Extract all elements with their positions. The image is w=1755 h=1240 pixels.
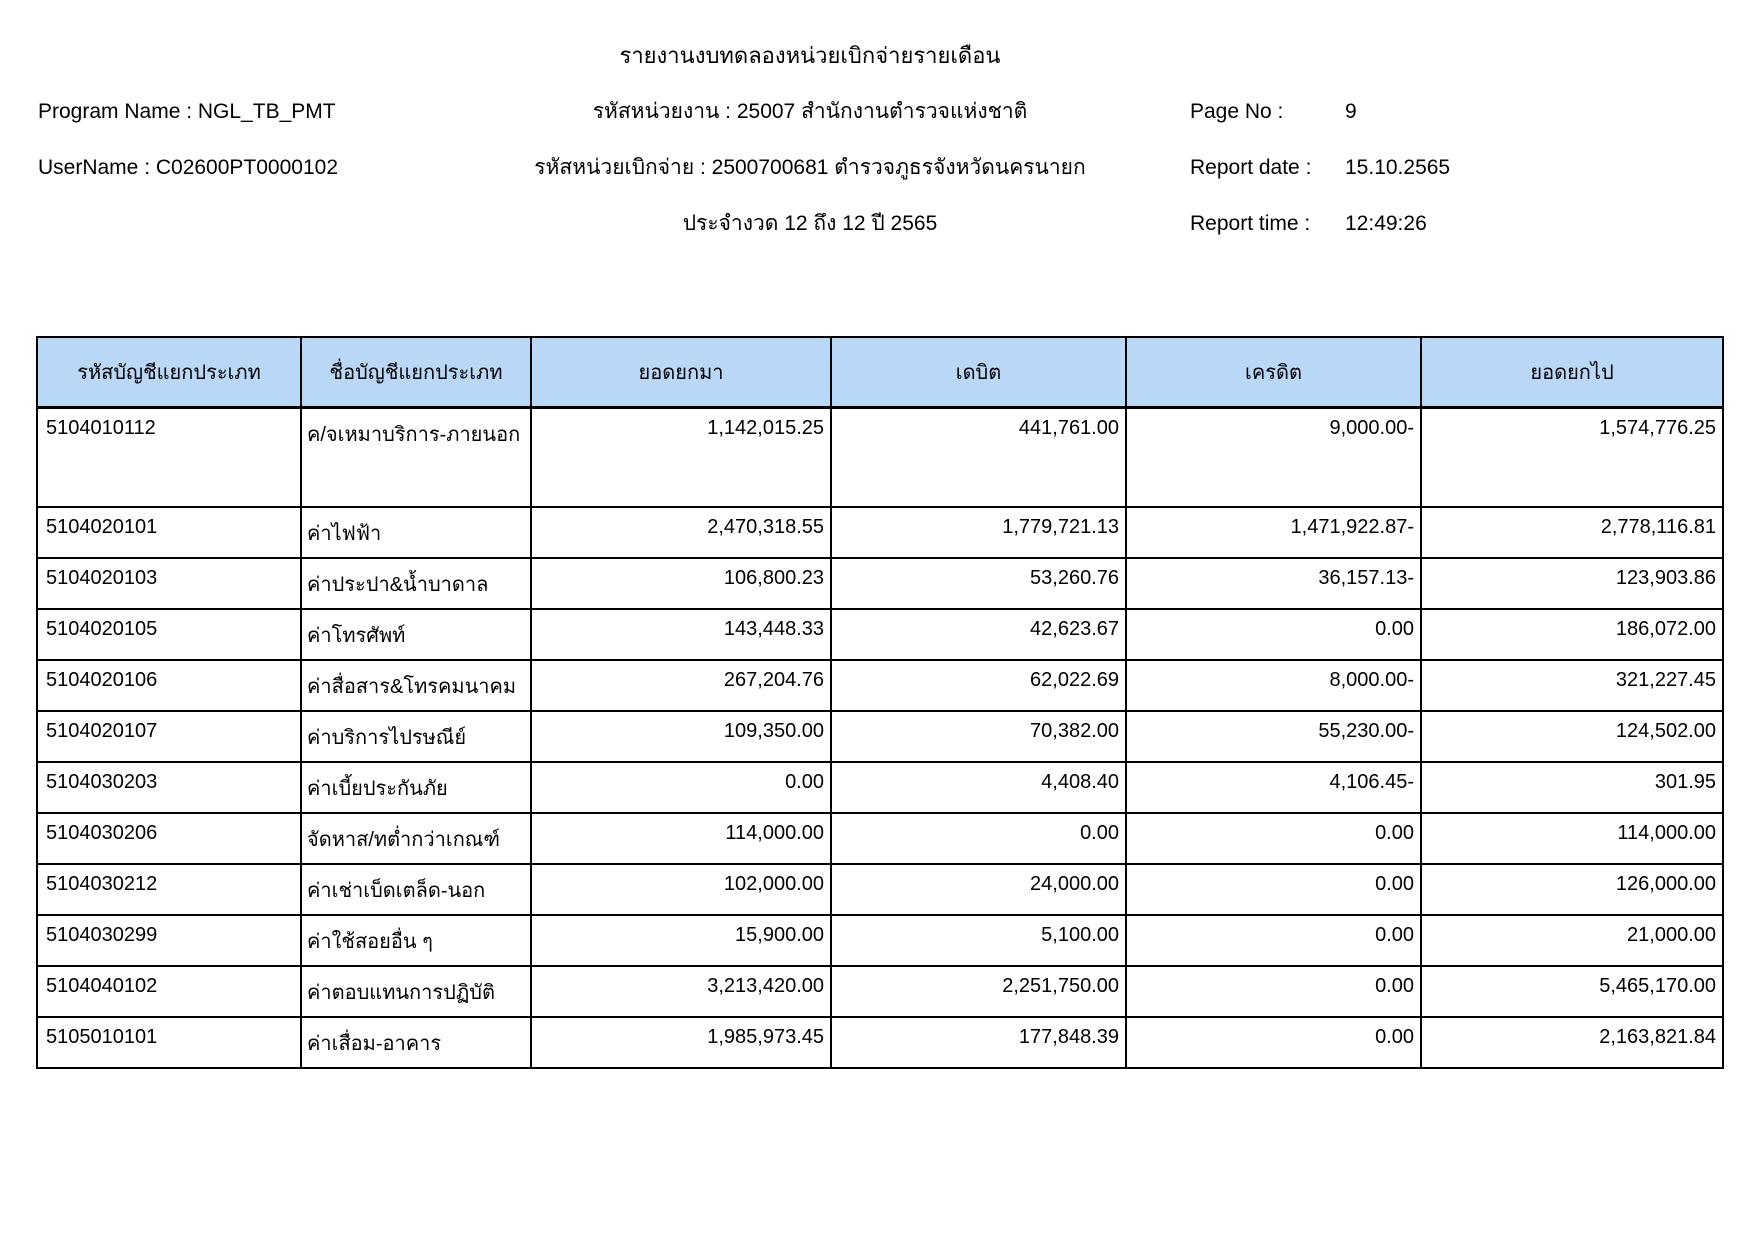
table-row [37, 1017, 1723, 1068]
credit-cell: 9,000.00- [1126, 407, 1421, 507]
program-name: Program Name : NGL_TB_PMT [38, 100, 336, 123]
credit-cell: 0.00 [1126, 1017, 1421, 1068]
account-name-cell: ค่าโทรศัพท์ [301, 609, 531, 660]
debit-cell: 2,251,750.00 [831, 966, 1126, 1017]
account-code-cell: 5104030212 [37, 864, 301, 915]
column-header-credit: เครดิต [1126, 337, 1421, 407]
agency-code: รหัสหน่วยงาน : 25007 สำนักงานตำรวจแห่งชาติ [592, 100, 1028, 123]
carry-forward-cell: 267,204.76 [531, 660, 831, 711]
debit-cell: 441,761.00 [831, 407, 1126, 507]
report-time-row [1190, 212, 1427, 236]
account-code-cell: 5104030206 [37, 813, 301, 864]
carry-over-cell: 114,000.00 [1421, 813, 1723, 864]
carry-over-cell: 2,778,116.81 [1421, 507, 1723, 558]
carry-over-cell: 124,502.00 [1421, 711, 1723, 762]
report-time-value: 12:49:26 [1345, 212, 1427, 235]
table-body [37, 407, 1723, 1068]
table-row [37, 864, 1723, 915]
carry-forward-cell: 1,142,015.25 [531, 407, 831, 507]
account-name-cell: ค/จเหมาบริการ-ภายนอก [301, 407, 531, 507]
report-period: ประจำงวด 12 ถึง 12 ปี 2565 [682, 212, 938, 235]
carry-over-cell: 123,903.86 [1421, 558, 1723, 609]
debit-cell: 0.00 [831, 813, 1126, 864]
column-header-carry-over: ยอดยกไป [1421, 337, 1723, 407]
credit-cell: 0.00 [1126, 609, 1421, 660]
column-header-account-name: ชื่อบัญชีแยกประเภท [301, 337, 531, 407]
credit-cell: 36,157.13- [1126, 558, 1421, 609]
account-name-cell: ค่าประปา&น้ำบาดาล [301, 558, 531, 609]
debit-cell: 177,848.39 [831, 1017, 1126, 1068]
debit-cell: 1,779,721.13 [831, 507, 1126, 558]
account-code-cell: 5104040102 [37, 966, 301, 1017]
table-row [37, 558, 1723, 609]
column-header-account-code: รหัสบัญชีแยกประเภท [37, 337, 301, 407]
page-no-value: 9 [1345, 100, 1357, 123]
debit-cell: 53,260.76 [831, 558, 1126, 609]
account-code-cell: 5105010101 [37, 1017, 301, 1068]
table-row [37, 609, 1723, 660]
carry-over-cell: 186,072.00 [1421, 609, 1723, 660]
account-name-cell: ค่าสื่อสาร&โทรคมนาคม [301, 660, 531, 711]
account-code-cell: 5104020103 [37, 558, 301, 609]
account-name-cell: ค่าไฟฟ้า [301, 507, 531, 558]
account-code-cell: 5104030203 [37, 762, 301, 813]
disbursement-unit-code: รหัสหน่วยเบิกจ่าย : 2500700681 ตำรวจภูธรจังหวัดนครนายก [534, 156, 1086, 179]
credit-cell: 0.00 [1126, 915, 1421, 966]
carry-forward-cell: 0.00 [531, 762, 831, 813]
report-date-value: 15.10.2565 [1345, 156, 1451, 179]
account-code-cell: 5104020107 [37, 711, 301, 762]
report-date-row [1190, 156, 1450, 180]
credit-cell: 4,106.45- [1126, 762, 1421, 813]
account-name-cell: จัดหาส/ทต่ำกว่าเกณฑ์ [301, 813, 531, 864]
page-title: รายงานงบทดลองหน่วยเบิกจ่ายรายเดือน [619, 43, 1001, 68]
credit-cell: 1,471,922.87- [1126, 507, 1421, 558]
credit-cell: 0.00 [1126, 813, 1421, 864]
credit-cell: 55,230.00- [1126, 711, 1421, 762]
carry-over-cell: 126,000.00 [1421, 864, 1723, 915]
carry-forward-cell: 114,000.00 [531, 813, 831, 864]
account-name-cell: ค่าเช่าเบ็ดเตล็ด-นอก [301, 864, 531, 915]
account-name-cell: ค่าบริการไปรษณีย์ [301, 711, 531, 762]
carry-over-cell: 2,163,821.84 [1421, 1017, 1723, 1068]
credit-cell: 0.00 [1126, 966, 1421, 1017]
table-row [37, 966, 1723, 1017]
account-name-cell: ค่าใช้สอยอื่น ๆ [301, 915, 531, 966]
page-no-row [1190, 100, 1357, 124]
account-name-cell: ค่าเสื่อม-อาคาร [301, 1017, 531, 1068]
account-code-cell: 5104020105 [37, 609, 301, 660]
debit-cell: 62,022.69 [831, 660, 1126, 711]
user-name: UserName : C02600PT0000102 [38, 156, 339, 179]
table-row [37, 762, 1723, 813]
report-date-label: Report date : [1190, 156, 1312, 179]
carry-forward-cell: 3,213,420.00 [531, 966, 831, 1017]
report-time-label: Report time : [1190, 212, 1311, 235]
table-row [37, 711, 1723, 762]
table-row [37, 915, 1723, 966]
account-code-cell: 5104030299 [37, 915, 301, 966]
carry-forward-cell: 1,985,973.45 [531, 1017, 831, 1068]
credit-cell: 0.00 [1126, 864, 1421, 915]
account-code-cell: 5104020101 [37, 507, 301, 558]
account-name-cell: ค่าเบี้ยประกันภัย [301, 762, 531, 813]
trial-balance-table [36, 336, 1724, 1069]
page-no-label: Page No : [1190, 100, 1284, 123]
account-code-cell: 5104010112 [37, 407, 301, 507]
carry-forward-cell: 106,800.23 [531, 558, 831, 609]
carry-over-cell: 321,227.45 [1421, 660, 1723, 711]
column-header-debit: เดบิต [831, 337, 1126, 407]
table-row [37, 660, 1723, 711]
carry-over-cell: 21,000.00 [1421, 915, 1723, 966]
debit-cell: 42,623.67 [831, 609, 1126, 660]
carry-over-cell: 5,465,170.00 [1421, 966, 1723, 1017]
column-header-carry-forward: ยอดยกมา [531, 337, 831, 407]
table-row [37, 407, 1723, 507]
table-row [37, 507, 1723, 558]
account-code-cell: 5104020106 [37, 660, 301, 711]
carry-forward-cell: 143,448.33 [531, 609, 831, 660]
table-header-row [37, 337, 1723, 407]
debit-cell: 5,100.00 [831, 915, 1126, 966]
debit-cell: 70,382.00 [831, 711, 1126, 762]
credit-cell: 8,000.00- [1126, 660, 1421, 711]
carry-forward-cell: 2,470,318.55 [531, 507, 831, 558]
carry-over-cell: 301.95 [1421, 762, 1723, 813]
carry-forward-cell: 15,900.00 [531, 915, 831, 966]
debit-cell: 24,000.00 [831, 864, 1126, 915]
debit-cell: 4,408.40 [831, 762, 1126, 813]
table-row [37, 813, 1723, 864]
carry-over-cell: 1,574,776.25 [1421, 407, 1723, 507]
carry-forward-cell: 109,350.00 [531, 711, 831, 762]
account-name-cell: ค่าตอบแทนการปฏิบัติ [301, 966, 531, 1017]
carry-forward-cell: 102,000.00 [531, 864, 831, 915]
